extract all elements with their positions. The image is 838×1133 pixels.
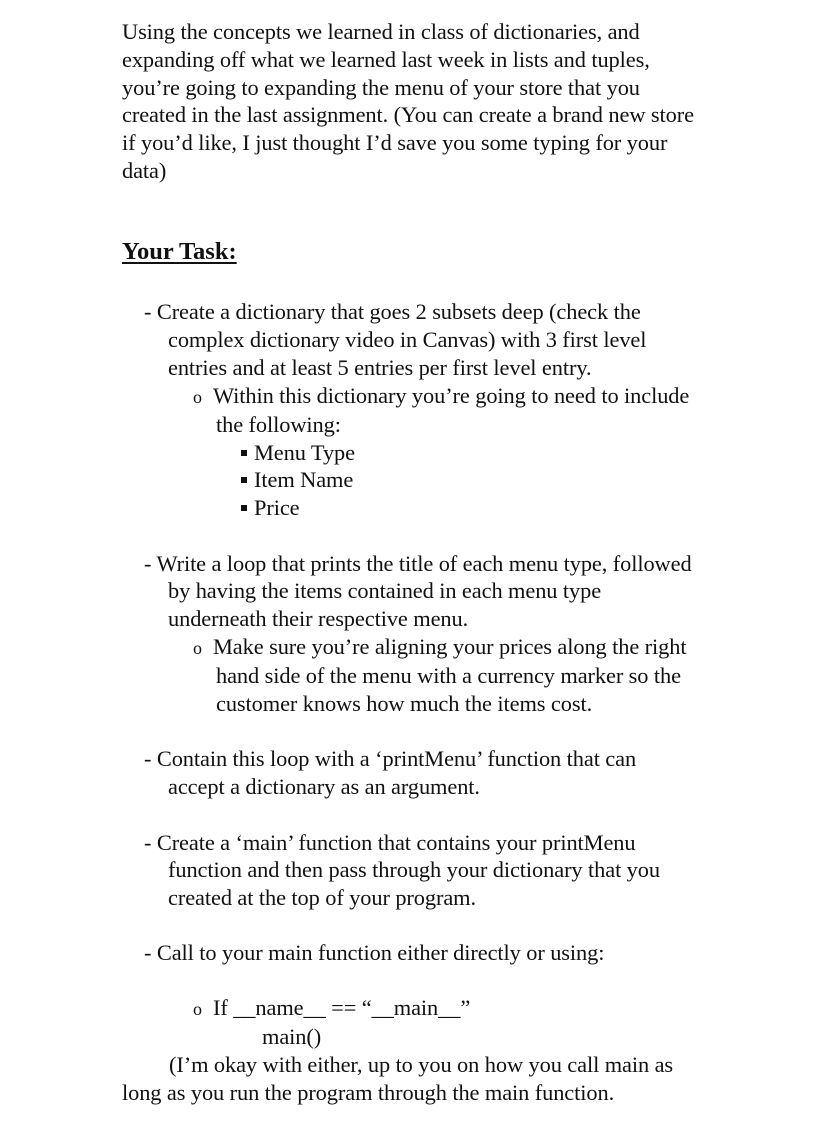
sub-item — [193, 382, 689, 412]
bullet-text: Item Name — [254, 467, 354, 492]
sub-item-continued: the following: — [216, 412, 341, 437]
circle-bullet-icon: o — [193, 638, 202, 658]
bullet-text: Menu Type — [254, 440, 355, 465]
square-bullet-icon — [241, 505, 247, 511]
intro-line: data) — [122, 158, 167, 183]
bullet-item — [241, 439, 355, 467]
task-heading: Your Task: — [122, 238, 237, 265]
sub-item-text: Within this dictionary you’re going to need to include — [213, 383, 690, 408]
sub-item-text: Make sure you’re aligning your prices along the right — [213, 634, 687, 659]
bullet-item — [241, 494, 300, 522]
sub-item — [193, 633, 686, 663]
intro-line: you’re going to expanding the menu of your store that you — [122, 75, 640, 100]
intro-line: expanding off what we learned last week in lists and tuples, — [122, 47, 650, 72]
intro-line: if you’d like, I just thought I’d save you some typing for your — [122, 130, 668, 155]
note-line: (I’m okay with either, up to you on how you call main as — [169, 1052, 674, 1077]
task-line: created at the top of your program. — [168, 885, 476, 910]
square-bullet-icon — [241, 450, 247, 456]
task-line: - Contain this loop with a ‘printMenu’ function that can — [144, 746, 637, 771]
circle-bullet-icon: o — [193, 387, 202, 407]
bullet-item — [241, 466, 353, 494]
task-line: complex dictionary video in Canvas) with 3 first level — [168, 327, 647, 352]
sub-item-continued: hand side of the menu with a currency marker so the — [216, 663, 681, 688]
task-line: accept a dictionary as an argument. — [168, 774, 480, 799]
intro-line: created in the last assignment. (You can create a brand new store — [122, 102, 694, 127]
task-line: - Call to your main function either directly or using: — [144, 940, 605, 965]
task-line: by having the items contained in each menu type — [168, 578, 602, 603]
code-if-line — [193, 994, 470, 1024]
bullet-text: Price — [254, 495, 300, 520]
task-line: entries and at least 5 entries per first level entry. — [168, 355, 592, 380]
task-line: - Create a dictionary that goes 2 subsets deep (check the — [144, 299, 641, 324]
task-line: - Create a ‘main’ function that contains your printMenu — [144, 830, 636, 855]
code-if-text: If __name__ == “__main__” — [213, 995, 471, 1020]
task-line: - Write a loop that prints the title of each menu type, followed — [144, 551, 692, 576]
circle-bullet-icon: o — [193, 999, 202, 1019]
square-bullet-icon — [241, 477, 247, 483]
intro-line: Using the concepts we learned in class of dictionaries, and — [122, 19, 640, 44]
task-line: underneath their respective menu. — [168, 606, 469, 631]
code-call-line: main() — [262, 1024, 322, 1049]
sub-item-continued: customer knows how much the items cost. — [216, 691, 593, 716]
task-line: function and then pass through your dictionary that you — [168, 857, 660, 882]
note-line: long as you run the program through the main function. — [122, 1080, 615, 1105]
